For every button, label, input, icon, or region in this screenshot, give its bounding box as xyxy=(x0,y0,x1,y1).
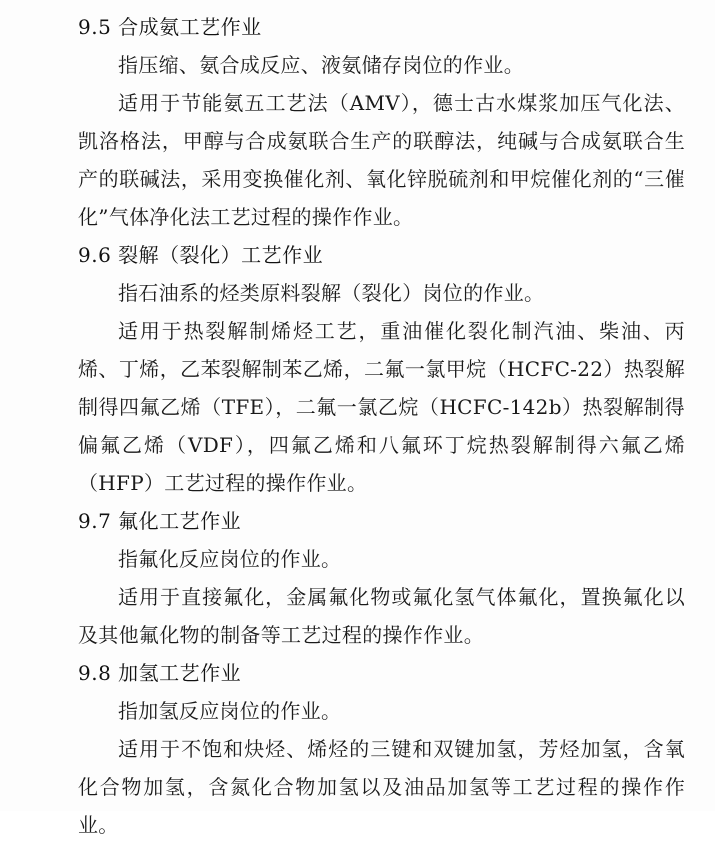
section-paragraph: 指石油系的烃类原料裂解（裂化）岗位的作业。 xyxy=(118,281,545,305)
section-paragraph: 指氟化反应岗位的作业。 xyxy=(118,547,342,571)
section-paragraph: 适用于节能氨五工艺法（AMV），德士古水煤浆加压气化法、凯洛格法，甲醇与合成氨联合生产的联醇法，纯碱与合成氨联合生产的联碱法，采用变换催化剂、氧化锌脱硫剂和甲烷催化剂的“三催化”气体净化法工艺过程的操作作业。 xyxy=(78,91,685,229)
section-paragraph: 适用于不饱和炔烃、烯烃的三键和双键加氢，芳烃加氢，含氧化合物加氢，含氮化合物加氢以及油品加氢等工艺过程的操作作业。 xyxy=(78,737,685,837)
section-paragraph: 适用于热裂解制烯烃工艺，重油催化裂化制汽油、柴油、丙烯、丁烯，乙苯裂解制苯乙烯，二氟一氯甲烷（HCFC-22）热裂解制得四氟乙烯（TFE），二氟一氯乙烷（HCFC-142b）热裂解制得偏氟乙烯（VDF），四氟乙烯和八氟环丁烷热裂解制得六氟乙烯（HFP）工艺过程的操作作业。 xyxy=(78,319,685,495)
section-heading: 9.8 加氢工艺作业 xyxy=(78,661,242,685)
section-paragraph: 指压缩、氨合成反应、液氨储存岗位的作业。 xyxy=(118,53,524,77)
section-paragraph: 指加氢反应岗位的作业。 xyxy=(118,699,342,723)
section-9-8 xyxy=(78,654,685,844)
section-heading: 9.5 合成氨工艺作业 xyxy=(78,15,262,39)
section-paragraph: 适用于直接氟化，金属氟化物或氟化氢气体氟化，置换氟化以及其他氟化物的制备等工艺过程的操作作业。 xyxy=(78,585,685,647)
section-heading: 9.7 氟化工艺作业 xyxy=(78,509,242,533)
section-9-6 xyxy=(78,236,685,502)
section-9-5 xyxy=(78,8,685,236)
section-9-7 xyxy=(78,502,685,654)
section-heading: 9.6 裂解（裂化）工艺作业 xyxy=(78,243,324,267)
